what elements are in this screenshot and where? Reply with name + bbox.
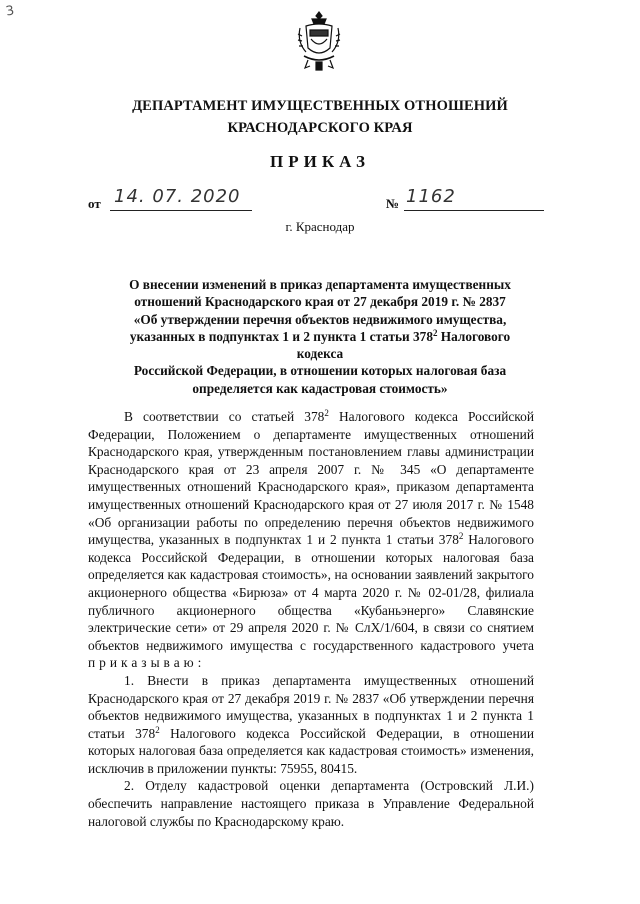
subject-line: определяется как кадастровая стоимость»: [192, 380, 448, 396]
superscript: 2: [432, 327, 438, 338]
superscript: 2: [458, 531, 464, 542]
date-prefix: от: [88, 196, 101, 211]
clause-2: 2. Отделу кадастровой оценки департамента (Островский Л.И.) обеспечить направление настоящего приказа в Управление Федеральной налоговой службы по Краснодарскому краю.: [88, 778, 534, 829]
subject-line: отношений Краснодарского края от 27 декабря 2019 г. № 2837: [134, 294, 506, 310]
department-name-line2: КРАСНОДАРСКОГО КРАЯ: [227, 120, 413, 136]
document-body: [88, 408, 534, 830]
paragraph-text: 1. Внести в приказ департамента имущественных отношений Краснодарского края от 27 декабря 2019 г. № 2837 «Об утверждении перечня объектов недвижимого имущества, указанных в подпунктах 1 и 2 пункта 1 статьи 378: [88, 672, 534, 741]
department-name-line1: ДЕПАРТАМЕНТ ИМУЩЕСТВЕННЫХ ОТНОШЕНИЙ: [132, 98, 508, 114]
paragraph-text: В соответствии со статьей 378: [124, 409, 325, 424]
subject-line: [110, 328, 530, 363]
subject-line: «Об утверждении перечня объектов недвижимого имущества,: [133, 311, 507, 327]
paragraph-text: Налогового кодекса Российской Федерации, в отношении которых налоговая база определяется как кадастровая стоимость», на основании заявлений закрытого акционерного общества «Бирюза» от 4 марта 2020 г. № 02-01/28, филиала публичного акционерного общества «Кубаньэнерго» Славянские электрические сети» от 29 апреля 2020 г. № СлХ/1/604, в связи со снятием объектов недвижимого имущества с государственного кадастрового учета: [88, 532, 534, 653]
handwritten-date: 14. 07. 2020: [110, 186, 252, 211]
document-subject: [110, 276, 530, 397]
subject-line: О внесении изменений в приказ департамента имущественных: [129, 277, 511, 292]
superscript: 2: [155, 724, 160, 735]
paragraph-text: Налогового кодекса Российской Федерации, в отношении которых налоговая база определяется как кадастровая стоимость» изменения, исключив в приложении пункты: 75955, 80415.: [88, 725, 534, 776]
order-command: приказываю:: [88, 655, 206, 671]
preamble-paragraph: [88, 408, 534, 672]
city: г. Краснодар: [285, 219, 355, 234]
handwritten-page-mark: 3: [4, 3, 16, 20]
subject-text: Налогового кодекса: [296, 328, 511, 362]
subject-text: указанных в подпунктах 1 и 2 пункта 1 статьи 378: [129, 328, 433, 344]
document-title: ПРИКАЗ: [270, 152, 370, 171]
coat-of-arms-icon: [296, 10, 342, 74]
clause-1: [88, 672, 534, 778]
number-prefix: №: [386, 196, 400, 211]
paragraph-text: Налогового кодекса Российской Федерации, Положением о департаменте имущественных отношений Краснодарского края, утвержденным постановлением главы администрации Краснодарского края от 23 апреля 2007 г. № 345 «О департаменте имущественных отношений Краснодарского края», приказом департамента имущественных отношений Краснодарского края от 27 июля 2017 г. № 1548 «Об организации работы по определению перечня объектов недвижимого имущества, указанных в подпунктах 1 и 2 пункта 1 статьи 378: [88, 409, 534, 548]
subject-line: Российской Федерации, в отношении которых налоговая база: [133, 363, 507, 379]
handwritten-order-number: 1162: [404, 186, 544, 211]
superscript: 2: [324, 408, 329, 418]
